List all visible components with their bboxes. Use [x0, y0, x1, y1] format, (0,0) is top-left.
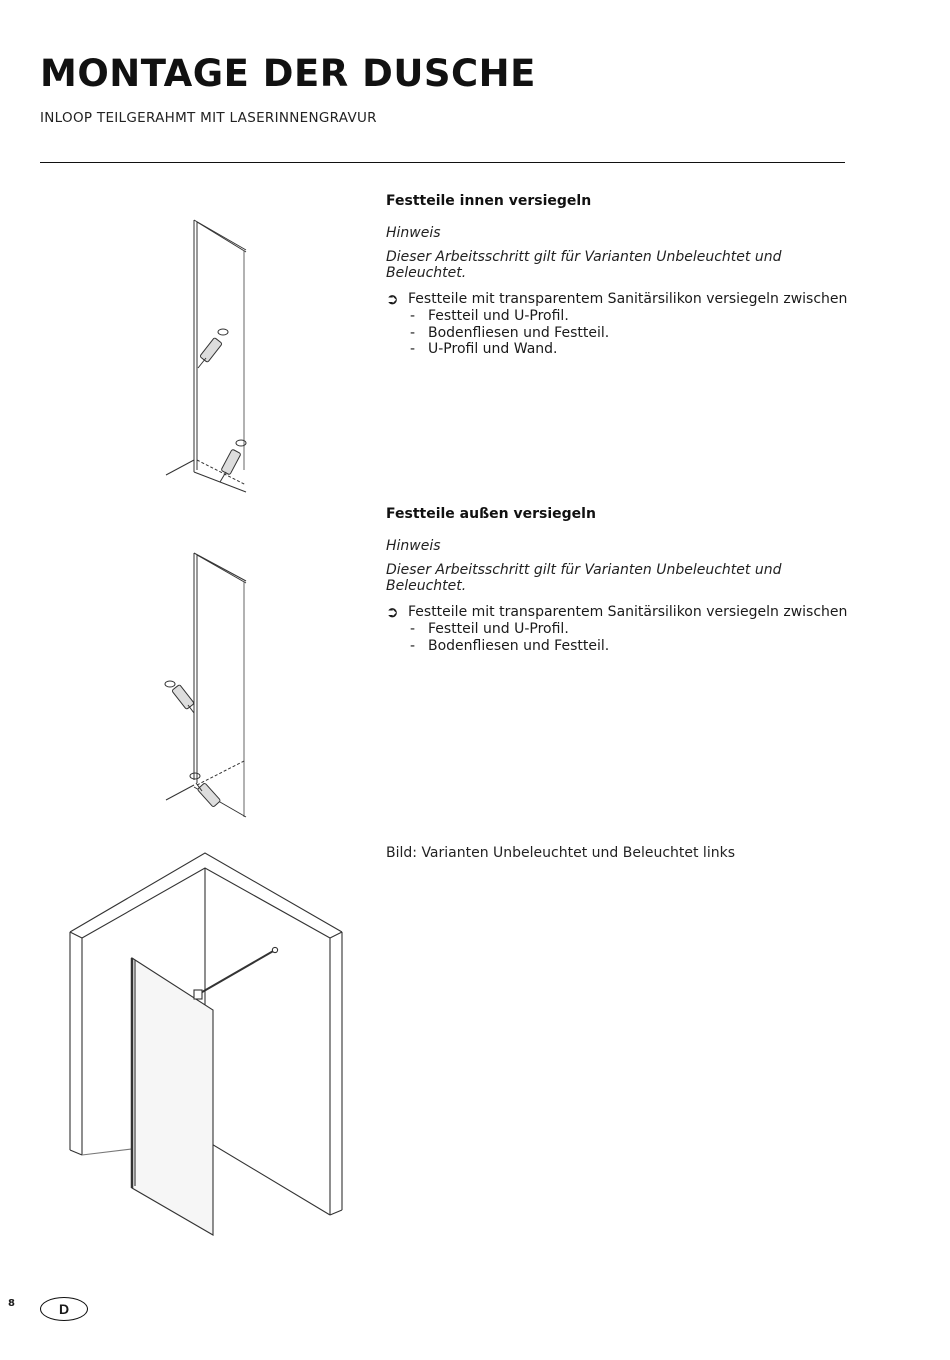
- list-item: - Festteil und U-Profil.: [410, 308, 569, 324]
- section-heading: Festteile innen versiegeln: [386, 193, 592, 209]
- list-item: - Bodenfliesen und Festteil.: [410, 324, 610, 341]
- note-label: Hinweis: [386, 538, 441, 554]
- section-heading: Festteile außen versiegeln: [386, 506, 596, 522]
- figure-seal-outside: [150, 545, 260, 830]
- instruction: [386, 291, 866, 308]
- header-divider: [40, 162, 845, 163]
- instruction-text: Festteile mit transparentem Sanitärsilikon versiegeln zwischen: [408, 604, 848, 620]
- section-seal-inside: [386, 193, 866, 358]
- list-item: - Bodenfliesen und Festteil.: [410, 637, 610, 654]
- figure-shower-overview: [60, 850, 350, 1240]
- instruction: [386, 604, 866, 621]
- arrow-right-circle-icon: ➲: [386, 603, 399, 621]
- note-label: Hinweis: [386, 225, 441, 241]
- list-item: - Festteil und U-Profil.: [410, 621, 569, 637]
- instruction-list: [386, 621, 866, 654]
- instruction-text: Festteile mit transparentem Sanitärsilikon versiegeln zwischen: [408, 291, 848, 307]
- figure-caption: Bild: Varianten Unbeleuchtet und Beleuchtet links: [386, 845, 735, 861]
- list-item: - U-Profil und Wand.: [410, 341, 558, 357]
- language-badge: D: [40, 1297, 88, 1321]
- note-text: Dieser Arbeitsschritt gilt für Varianten Unbeleuchtet und Beleuchtet.: [386, 249, 782, 281]
- instruction-list: [386, 308, 866, 358]
- figure-seal-inside: [150, 210, 260, 495]
- section-seal-outside: [386, 506, 866, 654]
- note-text: Dieser Arbeitsschritt gilt für Varianten Unbeleuchtet und Beleuchtet.: [386, 562, 782, 594]
- page-subtitle: INLOOP TEILGERAHMT MIT LASERINNENGRAVUR: [40, 110, 377, 126]
- arrow-right-circle-icon: ➲: [386, 290, 399, 308]
- page-number: 8: [8, 1298, 15, 1309]
- page-title: MONTAGE DER DUSCHE: [40, 52, 536, 95]
